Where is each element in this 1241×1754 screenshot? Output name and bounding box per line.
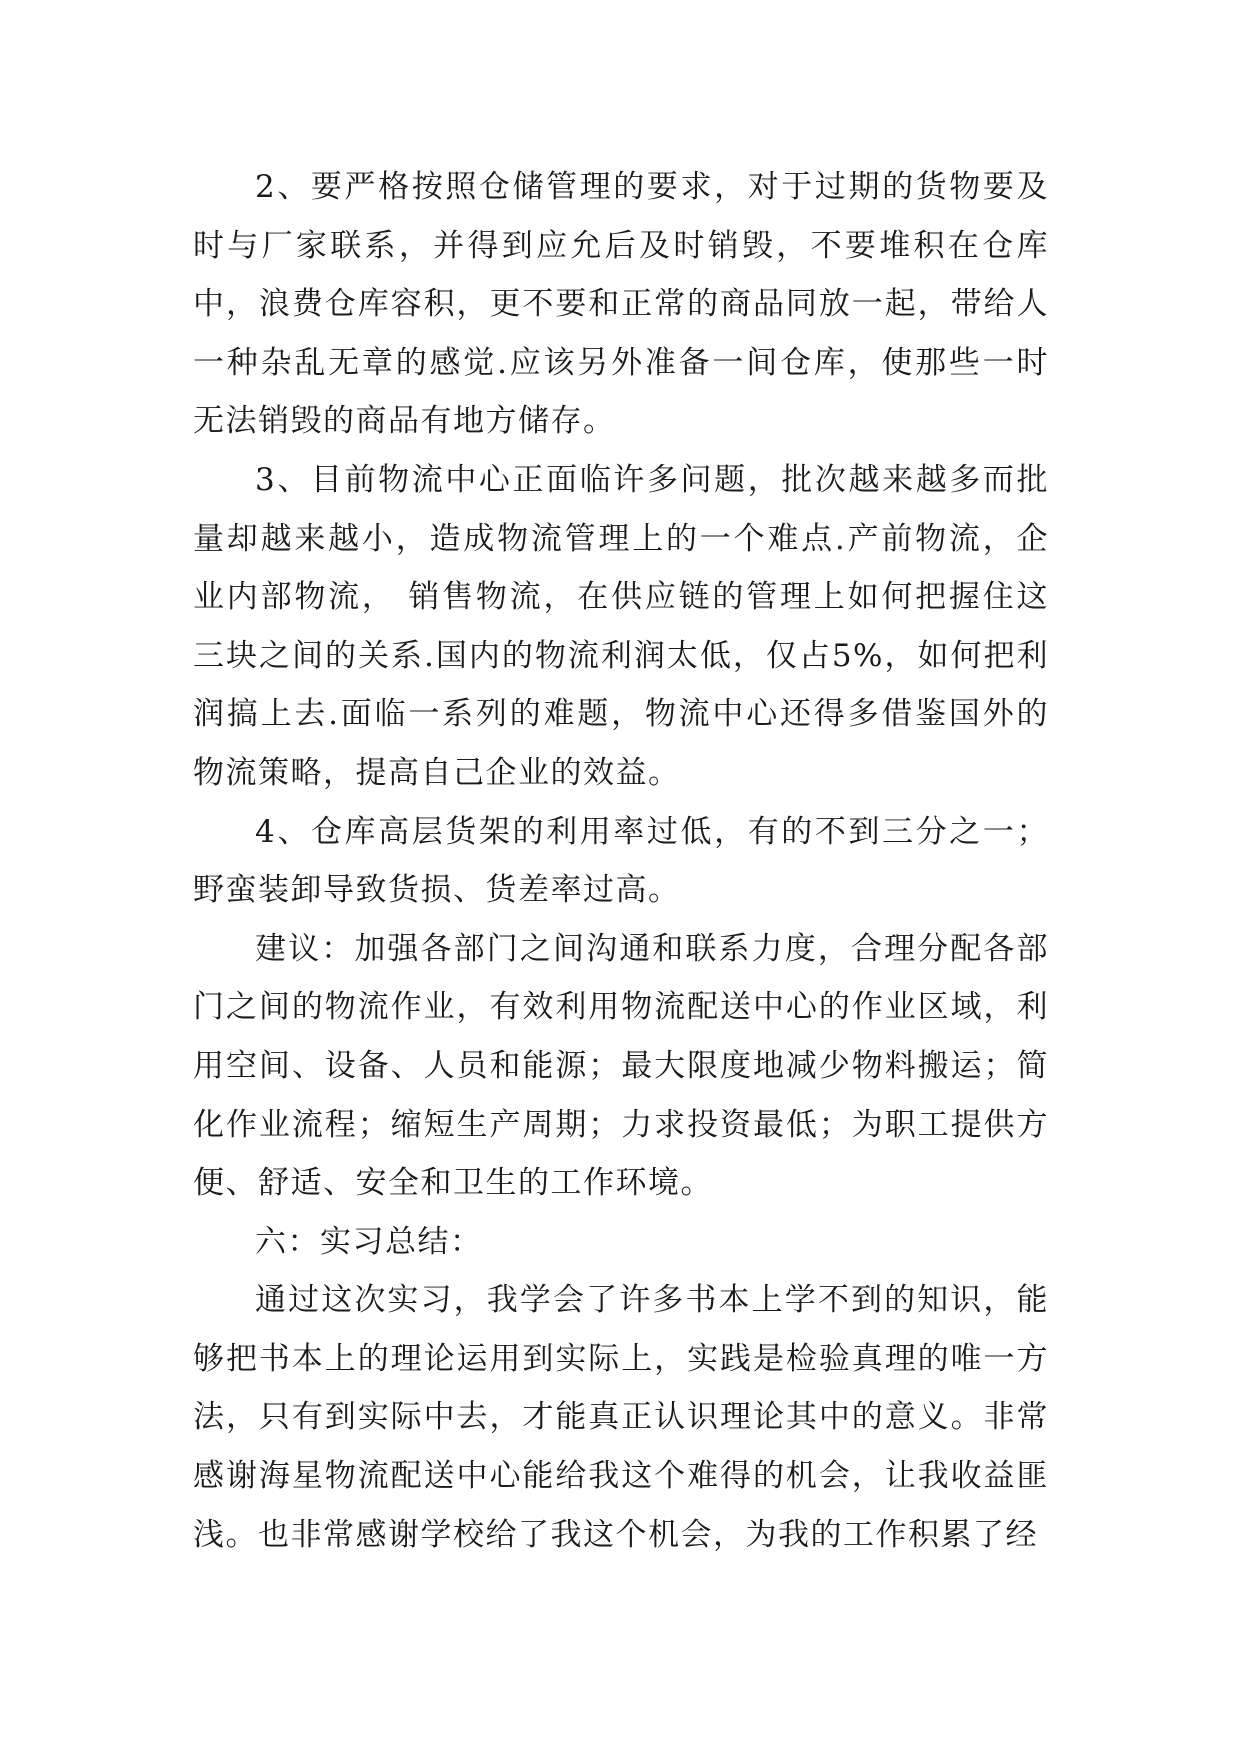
paragraph-item-3: 3、目前物流中心正面临许多问题，批次越来越多而批量却越来越小，造成物流管理上的一个难点.产前物流，企业内部物流， 销售物流，在供应链的管理上如何把握住这三块之间的关系.国内的物流利润太低，仅占5%，如何把利润搞上去.面临一系列的难题，物流中心还得多借鉴国外的物流策略，提高自己企业的效益。 [193, 461, 1049, 791]
paragraph-item-4: 4、仓库高层货架的利用率过低，有的不到三分之一；野蛮装卸导致货损、货差率过高。 [193, 813, 1049, 909]
paragraph-summary: 通过这次实习，我学会了许多书本上学不到的知识，能够把书本上的理论运用到实际上，实践是检验真理的唯一方法，只有到实际中去，才能真正认识理论其中的意义。非常感谢海星物流配送中心能给我这个难得的机会，让我收益匪浅。也非常感谢学校给了我这个机会，为我的工作积累了经 [193, 1282, 1049, 1553]
section-heading-summary: 六：实习总结： [255, 1223, 483, 1260]
document-body [193, 158, 1049, 1564]
paragraph-suggestion: 建议：加强各部门之间沟通和联系力度，合理分配各部门之间的物流作业，有效利用物流配送中心的作业区域，利用空间、设备、人员和能源；最大限度地减少物料搬运；简化作业流程；缩短生产周期；力求投资最低；为职工提供方便、舒适、安全和卫生的工作环境。 [193, 930, 1049, 1202]
paragraph-item-2: 2、要严格按照仓储管理的要求，对于过期的货物要及时与厂家联系，并得到应允后及时销毁，不要堆积在仓库中，浪费仓库容积，更不要和正常的商品同放一起，带给人一种杂乱无章的感觉.应该另外准备一间仓库，使那些一时无法销毁的商品有地方储存。 [193, 169, 1049, 440]
